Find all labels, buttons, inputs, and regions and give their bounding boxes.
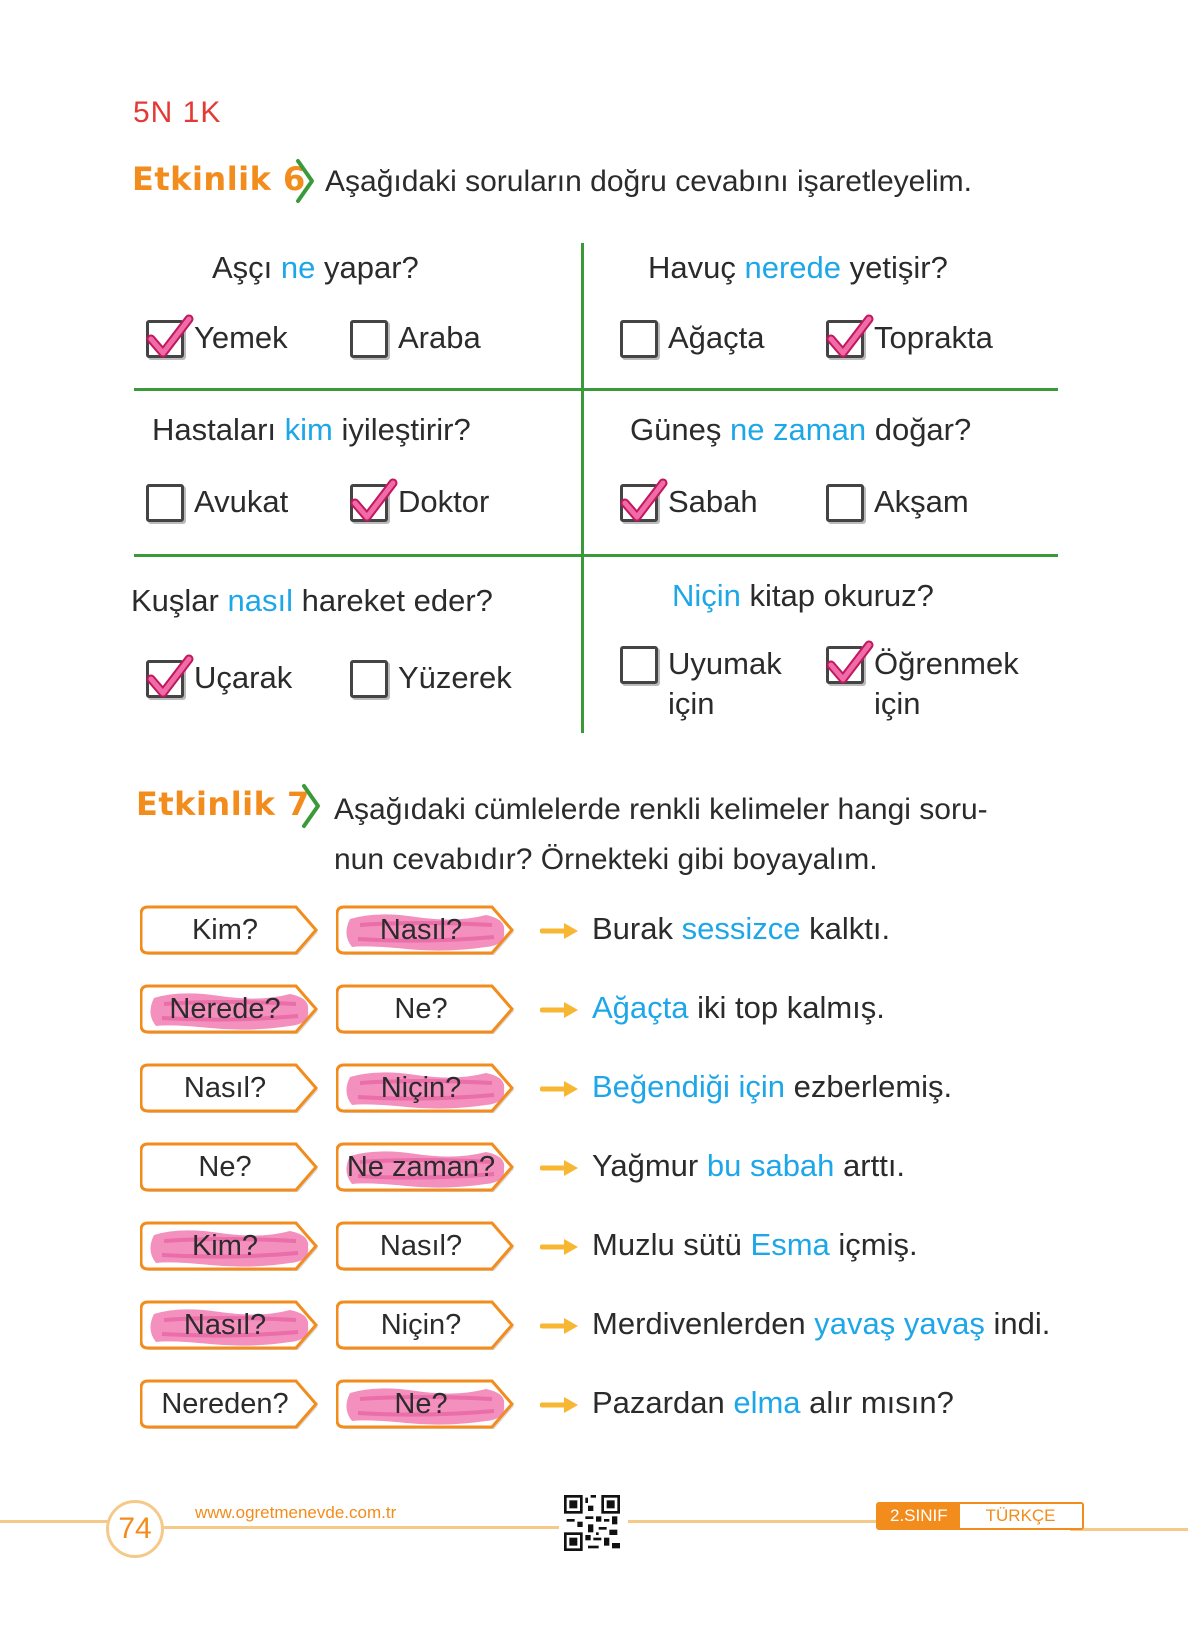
choice-label: Nasıl? [183,1308,267,1341]
activity7-instruction-line1: Aşağıdaki cümlelerde renkli kelimeler hangi soru- [334,793,988,826]
sentence [592,1385,954,1421]
answer-option[interactable] [146,482,288,522]
choice-label: Nerede? [169,992,281,1025]
answer-option[interactable] [826,318,993,358]
checkbox[interactable] [620,320,658,358]
answer-label: Uçarak [194,660,293,695]
choice-label: Ne zaman? [346,1150,496,1183]
answer-label: Avukat [194,484,289,519]
grade-subject-badge [876,1502,1084,1530]
sentence-fragment: alır mısın? [800,1385,954,1420]
arrow-right-icon [540,1395,580,1415]
footer-line [628,1520,876,1523]
checkbox-checked[interactable] [350,484,388,522]
checkmark-icon [619,477,669,527]
checkbox[interactable] [620,646,658,684]
answer-label: Toprakta [874,320,993,355]
answer-label: Yemek [194,320,288,355]
answer-label: Akşam [874,484,969,519]
activity7-title: Etkinlik 7 [136,785,310,823]
highlighted-word: bu sabah [706,1148,835,1183]
choice-label: Kim? [191,1229,259,1262]
question-choice-pill[interactable] [336,984,516,1034]
question-fragment: hareket eder? [292,583,493,618]
footer-line [0,1520,108,1523]
question-word: ne zaman [729,412,867,447]
activity6-instruction: Aşağıdaki soruların doğru cevabını işaretleyelim. [325,165,972,198]
footer-line [164,1526,559,1529]
question-text [672,578,934,614]
arrow-right-icon [540,1000,580,1020]
sentence-fragment: Yağmur [592,1148,707,1183]
sentence [592,1148,905,1184]
question-choice-pill[interactable] [140,1221,320,1271]
question-fragment: Hastaları [152,412,285,447]
question-choice-pill[interactable] [336,1142,516,1192]
choice-label: Nereden? [161,1387,289,1420]
answer-option[interactable] [350,482,489,522]
highlighted-word: sessizce [681,911,801,946]
checkbox-checked[interactable] [620,484,658,522]
activity7-instruction-line2: nun cevabıdır? Örnekteki gibi boyayalım. [334,843,878,876]
footer-line [1070,1528,1188,1531]
highlighted-word: Beğendiği için [592,1069,786,1104]
sentence-fragment: Pazardan [592,1385,734,1420]
question-text [648,250,948,286]
answer-label: Sabah [668,484,758,519]
sentence [592,1306,1050,1342]
section-code: 5N 1K [133,96,222,129]
checkbox[interactable] [826,484,864,522]
arrow-right-icon [540,921,580,941]
grid-horizontal-divider [134,554,1058,557]
question-choice-pill[interactable] [336,905,516,955]
answer-option[interactable] [350,658,512,698]
choice-label: Niçin? [380,1071,462,1104]
checkmark-icon [349,477,399,527]
chevron-right-icon [294,158,316,204]
answer-label: Araba [398,320,481,355]
question-word: ne [280,250,316,285]
sentence-fragment: indi. [984,1306,1051,1341]
answer-label: Yüzerek [398,660,512,695]
choice-label: Nasıl? [379,913,463,946]
checkbox[interactable] [350,320,388,358]
question-fragment: Havuç [648,250,745,285]
highlighted-word: Esma [750,1227,830,1262]
question-fragment: yapar? [315,250,419,285]
grid-horizontal-divider [134,388,1058,391]
question-text [152,412,471,448]
question-word: nasıl [227,583,293,618]
grade-label: 2.SINIF [878,1504,960,1528]
choice-label: Ne? [394,992,448,1025]
grid-vertical-divider [581,243,584,733]
question-choice-pill[interactable] [336,1221,516,1271]
answer-option[interactable] [826,644,1019,724]
question-word: kim [284,412,333,447]
sentence-fragment: iki top kalmış. [688,990,885,1025]
question-choice-pill[interactable] [140,1142,320,1192]
checkbox[interactable] [350,660,388,698]
activity6-title: Etkinlik 6 [132,160,306,198]
answer-label: Ağaçta [668,320,765,355]
arrow-right-icon [540,1158,580,1178]
sentence-fragment: içmiş. [829,1227,918,1262]
choice-label: Nasıl? [183,1071,267,1104]
choice-label: Ne? [394,1387,448,1420]
question-fragment: kitap okuruz? [740,578,934,613]
answer-label: Doktor [398,484,490,519]
sentence-fragment: ezberlemiş. [785,1069,953,1104]
qr-code-icon[interactable] [564,1495,620,1551]
choice-label: Ne? [198,1150,252,1183]
answer-option[interactable] [146,658,292,698]
checkbox-checked[interactable] [826,320,864,358]
question-choice-pill[interactable] [140,984,320,1034]
sentence [592,1227,918,1263]
arrow-right-icon [540,1316,580,1336]
choice-label: Kim? [191,913,259,946]
answer-option[interactable] [146,318,288,358]
sentence-fragment: Muzlu sütü [592,1227,751,1262]
sentence [592,990,885,1026]
subject-label: TÜRKÇE [960,1504,1082,1528]
arrow-right-icon [540,1079,580,1099]
question-text [212,250,419,286]
answer-option[interactable] [826,482,969,522]
sentence-fragment: Burak [592,911,682,946]
answer-option[interactable] [620,318,765,358]
question-choice-pill[interactable] [336,1300,516,1350]
question-choice-pill[interactable] [140,1063,320,1113]
question-fragment: yetişir? [841,250,948,285]
answer-label: Öğrenmek için [874,646,1019,721]
answer-option[interactable] [620,482,758,522]
answer-option[interactable] [620,644,782,724]
question-choice-pill[interactable] [140,1300,320,1350]
checkbox[interactable] [146,484,184,522]
highlighted-word: Ağaçta [592,990,689,1025]
sentence-fragment: kalktı. [800,911,891,946]
checkmark-icon [145,653,195,703]
checkmark-icon [825,639,875,689]
choice-label: Nasıl? [379,1229,463,1262]
question-choice-pill[interactable] [336,1379,516,1429]
checkbox-checked[interactable] [826,646,864,684]
question-fragment: iyileştirir? [332,412,471,447]
question-word: Niçin [672,578,741,613]
sentence [592,1069,952,1105]
question-fragment: Kuşlar [131,583,228,618]
checkbox-checked[interactable] [146,320,184,358]
highlighted-word: yavaş yavaş [814,1306,985,1341]
question-fragment: doğar? [866,412,972,447]
sentence-fragment: Merdivenlerden [592,1306,815,1341]
question-fragment: Aşçı [212,250,281,285]
question-fragment: Güneş [630,412,730,447]
answer-label: Uyumak için [668,646,782,721]
sentence-fragment: arttı. [834,1148,906,1183]
choice-label: Niçin? [380,1308,462,1341]
question-word: nerede [744,250,842,285]
chevron-right-icon [300,783,322,829]
checkmark-icon [825,313,875,363]
question-text [131,583,493,619]
question-text [630,412,971,448]
answer-option[interactable] [350,318,481,358]
highlighted-word: elma [733,1385,801,1420]
question-choice-pill[interactable] [140,1379,320,1429]
sentence [592,911,890,947]
arrow-right-icon [540,1237,580,1257]
question-choice-pill[interactable] [140,905,320,955]
checkmark-icon [145,313,195,363]
checkbox-checked[interactable] [146,660,184,698]
website-link[interactable]: www.ogretmenevde.com.tr [195,1503,397,1522]
question-choice-pill[interactable] [336,1063,516,1113]
page-number: 74 [106,1500,164,1558]
